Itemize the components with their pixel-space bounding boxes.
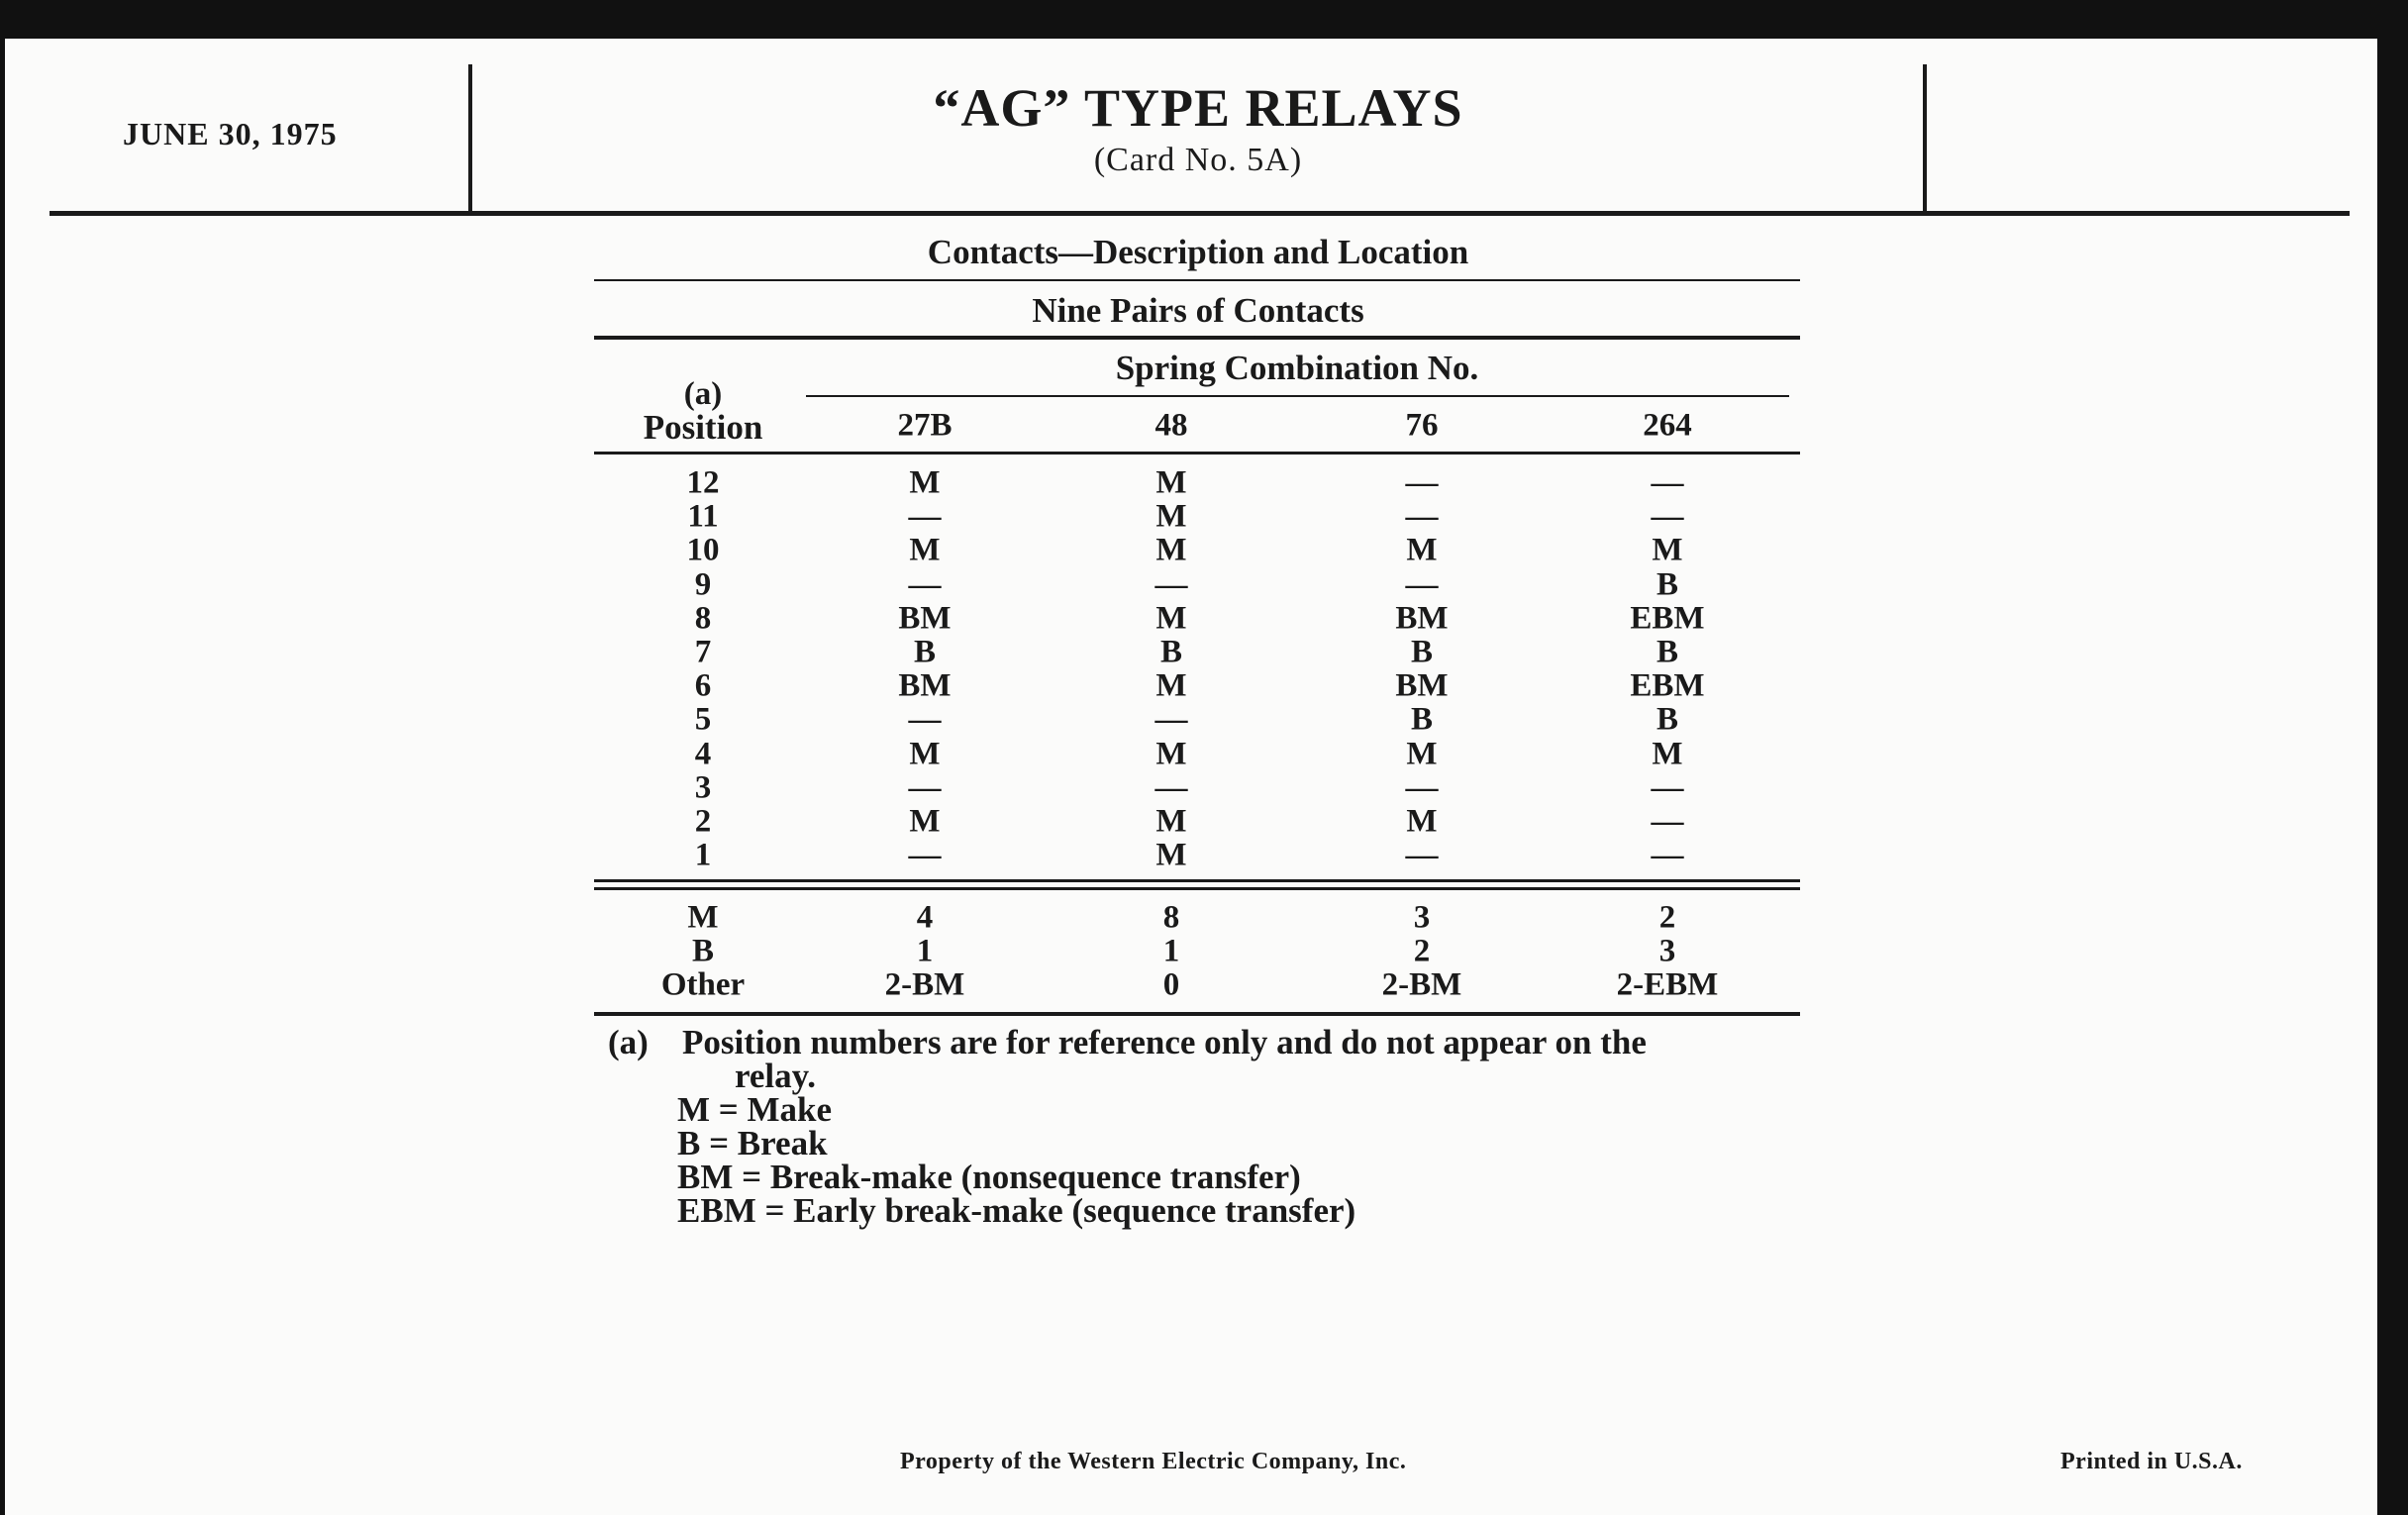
legend-early-break-make: EBM = Early break-make (sequence transfer): [677, 1191, 1356, 1230]
table-cell: —: [1405, 566, 1439, 603]
table-cell: B: [1410, 701, 1434, 738]
legend-break-make: BM = Break-make (nonsequence transfer): [677, 1158, 1301, 1196]
summary-cell: 2: [1413, 933, 1431, 969]
table-cell: —: [1651, 803, 1684, 840]
table-cell: M: [1155, 667, 1187, 704]
footer-property: Property of the Western Electric Company, Inc.: [900, 1449, 1407, 1474]
table-caption: Contacts—Description and Location: [927, 233, 1469, 271]
summary-cell: 2: [1658, 899, 1676, 936]
table-cell: —: [908, 498, 942, 535]
footer-printed: Printed in U.S.A.: [2060, 1449, 2243, 1474]
column-header: 48: [1154, 407, 1188, 444]
column-header: 264: [1643, 407, 1692, 444]
table-cell: M: [909, 803, 941, 840]
row-position: 4: [694, 736, 712, 772]
summary-label: B: [691, 933, 715, 969]
row-position: 1: [694, 837, 712, 873]
table-cell: M: [909, 532, 941, 568]
footnote-marker: (a): [608, 1023, 649, 1061]
table-cell: B: [1410, 634, 1434, 670]
legend-make: M = Make: [677, 1090, 833, 1129]
row-position: 10: [686, 532, 720, 568]
row-position: 6: [694, 667, 712, 704]
row-position: 9: [694, 566, 712, 603]
table-cell: BM: [898, 600, 952, 637]
rule: [594, 336, 1800, 340]
table-cell: —: [1405, 464, 1439, 501]
card-subtitle: (Card No. 5A): [1093, 142, 1303, 178]
table-cell: BM: [1395, 667, 1449, 704]
summary-cell: 2-BM: [1381, 966, 1462, 1003]
footnote-text: Position numbers are for reference only and do not appear on the: [682, 1023, 1647, 1061]
table-cell: M: [909, 464, 941, 501]
table-cell: B: [1159, 634, 1183, 670]
table-cell: M: [1155, 736, 1187, 772]
card-date: JUNE 30, 1975: [123, 116, 338, 152]
table-cell: —: [1405, 769, 1439, 806]
table-cell: EBM: [1630, 667, 1705, 704]
header-divider-right: [1923, 64, 1927, 211]
summary-cell: 1: [916, 933, 934, 969]
table-cell: —: [1405, 498, 1439, 535]
table-cell: —: [1405, 837, 1439, 873]
table-cell: —: [1154, 769, 1188, 806]
table-cell: M: [1155, 532, 1187, 568]
column-header: 76: [1405, 407, 1439, 444]
double-rule-bottom: [594, 887, 1800, 890]
row-position: 7: [694, 634, 712, 670]
summary-cell: 3: [1413, 899, 1431, 936]
header-divider-left: [468, 64, 472, 211]
footnote-text-cont: relay.: [735, 1057, 816, 1095]
table-cell: M: [1652, 532, 1683, 568]
table-cell: EBM: [1630, 600, 1705, 637]
summary-cell: 3: [1658, 933, 1676, 969]
table-cell: B: [1656, 701, 1679, 738]
table-cell: M: [1155, 837, 1187, 873]
table-cell: —: [1651, 769, 1684, 806]
table-cell: —: [908, 837, 942, 873]
position-note-marker: (a): [683, 376, 723, 412]
table-cell: M: [1406, 803, 1438, 840]
row-position: 8: [694, 600, 712, 637]
rule: [594, 279, 1800, 281]
table-cell: M: [1406, 532, 1438, 568]
card-title: “AG” TYPE RELAYS: [933, 78, 1463, 138]
rule: [806, 395, 1789, 397]
table-cell: B: [1656, 634, 1679, 670]
column-header: 27B: [897, 407, 953, 444]
table-cell: M: [1406, 736, 1438, 772]
spring-combination-header: Spring Combination No.: [1115, 349, 1479, 387]
table-cell: —: [908, 769, 942, 806]
table-cell: M: [1155, 464, 1187, 501]
rule: [594, 452, 1800, 454]
rule: [594, 1012, 1800, 1016]
table-cell: —: [908, 566, 942, 603]
table-cell: M: [1155, 600, 1187, 637]
summary-cell: 1: [1162, 933, 1180, 969]
row-position: 5: [694, 701, 712, 738]
table-cell: —: [908, 701, 942, 738]
summary-label: Other: [660, 966, 746, 1003]
position-header: Position: [643, 408, 763, 447]
table-cell: B: [1656, 566, 1679, 603]
summary-cell: 8: [1162, 899, 1180, 936]
row-position: 11: [687, 498, 719, 535]
summary-cell: 0: [1162, 966, 1180, 1003]
summary-cell: 2-BM: [884, 966, 965, 1003]
double-rule-top: [594, 879, 1800, 882]
table-subcaption: Nine Pairs of Contacts: [1032, 291, 1364, 330]
table-cell: M: [1155, 803, 1187, 840]
table-cell: M: [1155, 498, 1187, 535]
table-cell: —: [1154, 566, 1188, 603]
header-rule: [50, 211, 2350, 216]
table-cell: —: [1651, 464, 1684, 501]
summary-cell: 4: [916, 899, 934, 936]
table-cell: BM: [898, 667, 952, 704]
row-position: 3: [694, 769, 712, 806]
table-cell: —: [1154, 701, 1188, 738]
table-cell: —: [1651, 498, 1684, 535]
table-cell: B: [913, 634, 937, 670]
table-cell: —: [1651, 837, 1684, 873]
row-position: 12: [686, 464, 720, 501]
summary-cell: 2-EBM: [1616, 966, 1719, 1003]
table-cell: BM: [1395, 600, 1449, 637]
summary-label: M: [687, 899, 719, 936]
legend-break: B = Break: [677, 1124, 828, 1162]
row-position: 2: [694, 803, 712, 840]
table-cell: M: [909, 736, 941, 772]
table-cell: M: [1652, 736, 1683, 772]
